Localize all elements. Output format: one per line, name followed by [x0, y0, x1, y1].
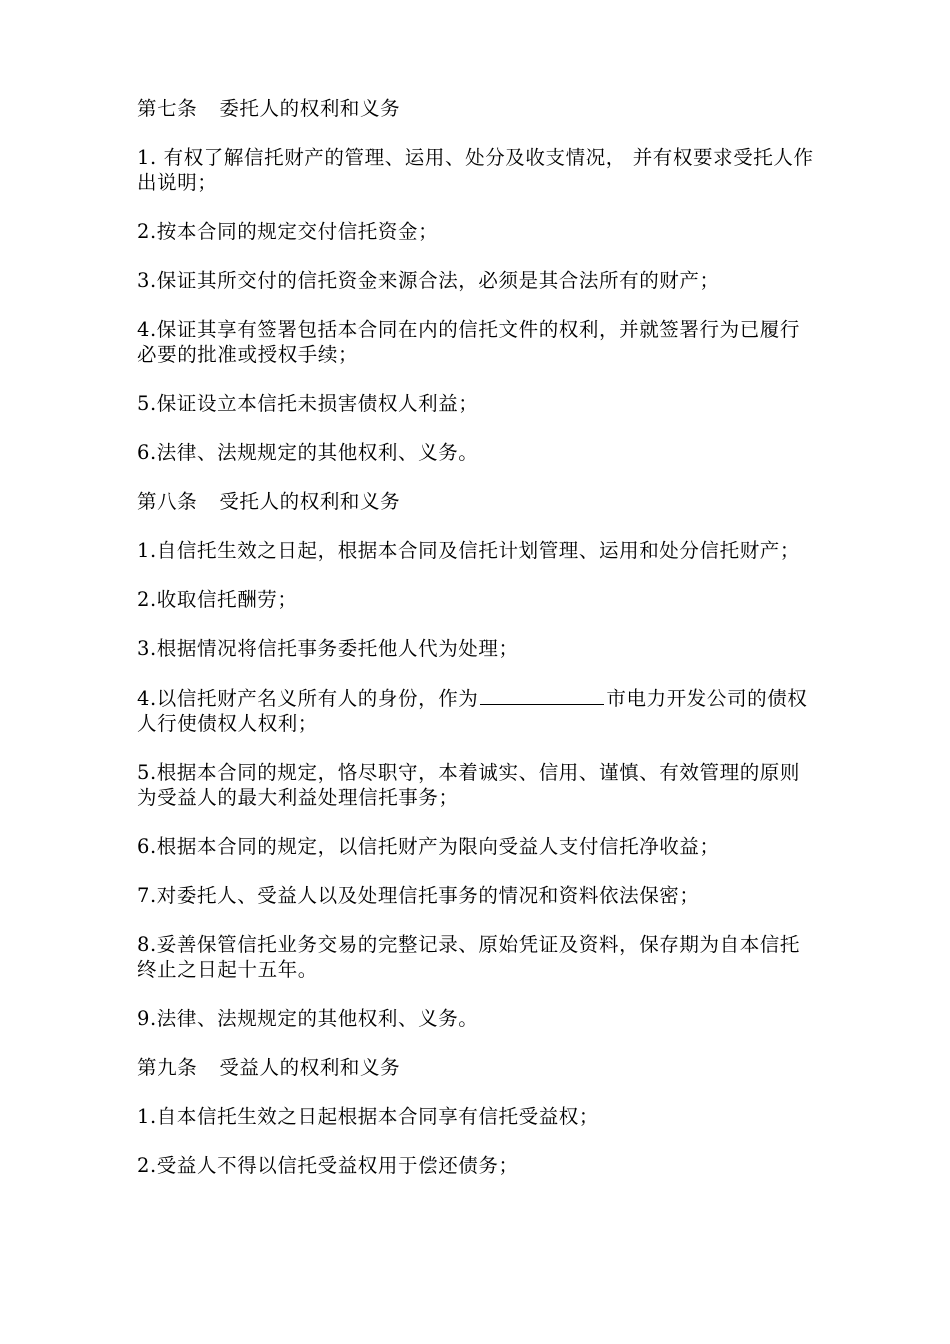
article-8-item-9: 9.法律、法规规定的其他权利、义务。 — [137, 1007, 479, 1030]
article-8-item-7: 7.对委托人、受益人以及处理信托事务的情况和资料依法保密； — [137, 884, 700, 907]
article-8-item-3: 3.根据情况将信托事务委托他人代为处理； — [137, 637, 519, 660]
article-9-heading — [137, 1055, 817, 1080]
article-8-item-8: 8.妥善保管信托业务交易的完整记录、原始凭证及资料，保存期为自本信托终止之日起十五年。 — [137, 933, 801, 981]
article-7-item-5: 5.保证设立本信托未损害债权人利益； — [137, 392, 479, 415]
article-9-title: 受益人的权利和义务 — [219, 1056, 401, 1079]
document-page — [137, 96, 817, 1202]
article-8-item-2: 2.收取信托酬劳； — [137, 588, 298, 611]
article-7-item-2: 2.按本合同的规定交付信托资金； — [137, 220, 439, 243]
article-9-item-1: 1.自本信托生效之日起根据本合同享有信托受益权； — [137, 1105, 600, 1128]
article-8-item-1: 1.自信托生效之日起，根据本合同及信托计划管理、运用和处分信托财产； — [137, 539, 801, 562]
article-8-title: 受托人的权利和义务 — [219, 490, 401, 513]
fill-in-blank[interactable] — [480, 685, 604, 705]
article-8-item-4 — [137, 685, 817, 736]
article-7-number: 第七条 — [137, 97, 198, 120]
article-7-item-4: 4.保证其享有签署包括本合同在内的信托文件的权利，并就签署行为已履行必要的批准或授权手续； — [137, 318, 801, 366]
article-8-item-4-before: 4.以信托财产名义所有人的身份，作为 — [137, 687, 479, 710]
article-8-item-5: 5.根据本合同的规定，恪尽职守，本着诚实、信用、谨慎、有效管理的原则为受益人的最大利益处理信托事务； — [137, 761, 801, 809]
article-9-item-2: 2.受益人不得以信托受益权用于偿还债务； — [137, 1154, 519, 1177]
article-7-item-6: 6.法律、法规规定的其他权利、义务。 — [137, 441, 479, 464]
article-7-item-1: 1. 有权了解信托财产的管理、运用、处分及收支情况， 并有权要求受托人作出说明； — [137, 146, 814, 194]
article-7-title: 委托人的权利和义务 — [219, 97, 401, 120]
article-8-number: 第八条 — [137, 490, 198, 513]
article-8-heading — [137, 489, 817, 514]
article-7-heading — [137, 96, 817, 121]
article-7-item-3: 3.保证其所交付的信托资金来源合法，必须是其合法所有的财产； — [137, 269, 720, 292]
article-8-item-6: 6.根据本合同的规定，以信托财产为限向受益人支付信托净收益； — [137, 835, 720, 858]
article-9-number: 第九条 — [137, 1056, 198, 1079]
article-8-item-4-after: 市电力开发公司的债权人行使债权人权利； — [137, 687, 808, 735]
